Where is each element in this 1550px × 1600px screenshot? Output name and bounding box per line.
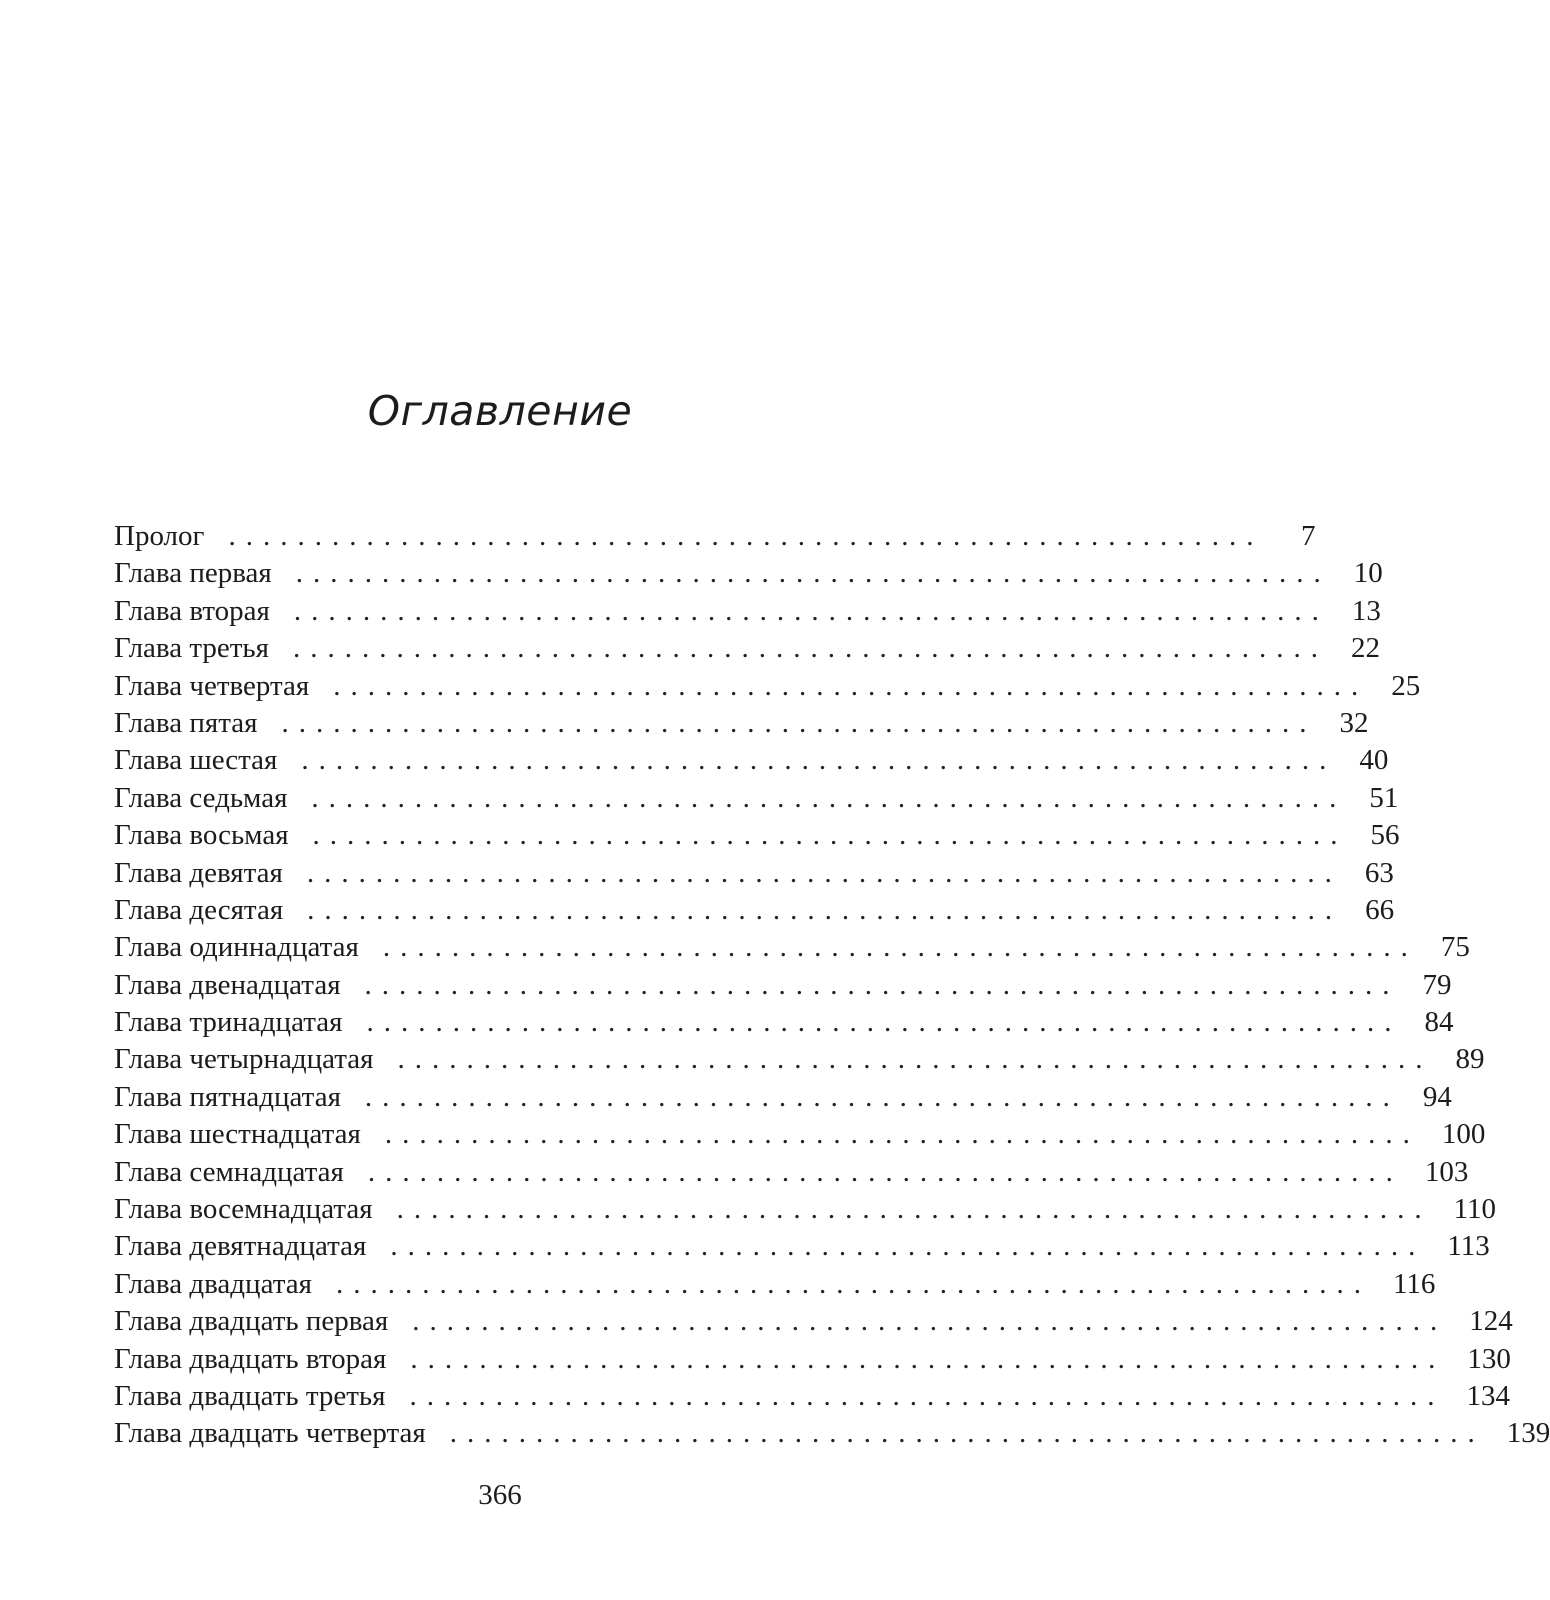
toc-entry <box>114 593 1381 630</box>
toc-entry-label: Пролог <box>114 520 205 552</box>
toc-entry-page: 25 <box>1391 669 1421 702</box>
toc-list <box>114 518 1550 1453</box>
toc-entry-page: 94 <box>1422 1080 1452 1113</box>
toc-entry <box>114 1378 1510 1415</box>
toc-entry <box>114 518 1316 555</box>
toc-dot-leader: ............................................................ <box>366 1006 1402 1039</box>
toc-entry-page: 84 <box>1424 1006 1454 1039</box>
toc-entry-label: Глава тринадцатая <box>114 1006 343 1039</box>
toc-entry-label: Глава вторая <box>114 594 270 627</box>
toc-entry <box>114 1341 1511 1378</box>
toc-entry-page: 100 <box>1441 1118 1486 1151</box>
toc-entry-label: Глава семнадцатая <box>114 1155 344 1188</box>
toc-entry-page: 22 <box>1351 632 1380 665</box>
toc-entry-label: Глава шестнадцатая <box>114 1118 361 1151</box>
toc-dot-leader: ............................................................ <box>384 1118 1420 1151</box>
toc-entry-page: 10 <box>1353 557 1383 590</box>
toc-entry-page: 13 <box>1351 594 1381 627</box>
toc-entry <box>114 630 1380 667</box>
toc-entry-page: 89 <box>1455 1043 1485 1076</box>
toc-dot-leader: ............................................................ <box>281 706 1317 739</box>
toc-entry-label: Глава двенадцатая <box>114 968 341 1001</box>
toc-entry-page: 113 <box>1447 1230 1490 1263</box>
toc-entry-label: Глава двадцатая <box>114 1267 312 1300</box>
toc-entry-page: 56 <box>1370 819 1400 852</box>
toc-entry-label: Глава пятнадцатая <box>114 1080 341 1113</box>
toc-entry-page: 40 <box>1359 744 1389 777</box>
toc-entry-label: Глава седьмая <box>114 781 288 814</box>
toc-entry <box>114 967 1452 1004</box>
toc-entry-page: 7 <box>1300 520 1316 552</box>
toc-entry <box>114 1041 1485 1078</box>
toc-entry-label: Глава шестая <box>114 744 278 777</box>
toc-entry-page: 116 <box>1392 1267 1436 1300</box>
toc-dot-leader: ............................................................ <box>390 1230 1426 1263</box>
toc-entry <box>114 892 1395 929</box>
toc-entry-label: Глава девятнадцатая <box>114 1230 367 1263</box>
toc-dot-leader: ............................................................ <box>364 968 1400 1001</box>
toc-dot-leader: ............................................................ <box>397 1043 1433 1076</box>
toc-dot-leader: ............................................................ <box>311 781 1347 814</box>
toc-entry <box>114 555 1383 592</box>
toc-entry-label: Глава двадцать первая <box>114 1305 389 1338</box>
toc-dot-leader: ............................................................ <box>335 1267 1371 1300</box>
toc-entry-label: Глава десятая <box>114 893 284 926</box>
toc-dot-leader: ............................................................ <box>364 1080 1400 1113</box>
toc-entry <box>114 742 1389 779</box>
toc-dot-leader: ............................................................ <box>412 1305 1448 1338</box>
toc-entry <box>114 1228 1490 1265</box>
toc-entry <box>114 1303 1513 1340</box>
toc-dot-leader: ............................................................ <box>307 893 1343 926</box>
toc-title: Оглавление <box>367 387 633 435</box>
toc-entry-label: Глава восьмая <box>114 819 289 852</box>
toc-entry <box>114 780 1399 817</box>
toc-entry <box>114 705 1369 742</box>
toc-entry-page: 66 <box>1365 893 1395 926</box>
toc-entry-page: 134 <box>1466 1379 1510 1412</box>
toc-entry-label: Глава пятая <box>114 706 258 739</box>
toc-dot-leader: ............................................................ <box>293 632 1328 665</box>
toc-dot-leader: ............................................................ <box>333 669 1369 702</box>
toc-dot-leader: ............................................................ <box>396 1193 1432 1226</box>
toc-entry <box>114 1079 1452 1116</box>
toc-entry-label: Глава восемнадцатая <box>114 1193 373 1226</box>
toc-entry <box>114 1004 1454 1041</box>
toc-entry-page: 130 <box>1467 1342 1511 1375</box>
toc-entry <box>114 1116 1486 1153</box>
toc-entry-label: Глава двадцать четвертая <box>114 1417 426 1450</box>
toc-entry-page: 139 <box>1506 1417 1550 1450</box>
toc-entry-page: 32 <box>1339 706 1369 739</box>
toc-entry <box>114 1191 1496 1228</box>
toc-entry-page: 79 <box>1422 968 1452 1001</box>
toc-dot-leader: ............................................................ <box>312 819 1348 852</box>
toc-entry-label: Глава первая <box>114 557 272 590</box>
toc-entry <box>114 668 1421 705</box>
toc-entry <box>114 929 1470 966</box>
toc-dot-leader: ............................................................ <box>367 1155 1403 1188</box>
toc-entry <box>114 817 1400 854</box>
toc-entry-page: 63 <box>1364 856 1394 889</box>
toc-entry-label: Глава четырнадцатая <box>114 1043 374 1076</box>
toc-entry-page: 124 <box>1469 1305 1513 1338</box>
toc-entry-page: 103 <box>1424 1155 1469 1188</box>
toc-entry <box>114 1266 1436 1303</box>
toc-dot-leader: ............................................................ <box>409 1379 1445 1412</box>
toc-dot-leader: ............................................................ <box>301 744 1337 777</box>
toc-entry <box>114 855 1394 892</box>
toc-entry-label: Глава третья <box>114 632 269 665</box>
toc-dot-leader: ............................................................ <box>410 1342 1446 1375</box>
toc-dot-leader: ............................................................ <box>228 520 1264 552</box>
toc-entry-page: 75 <box>1440 931 1470 964</box>
toc-entry-label: Глава девятая <box>114 856 283 889</box>
toc-entry-label: Глава двадцать вторая <box>114 1342 387 1375</box>
toc-dot-leader: ............................................................ <box>295 557 1331 590</box>
toc-entry <box>114 1154 1469 1191</box>
toc-dot-leader: ............................................................ <box>306 856 1342 889</box>
toc-entry-label: Глава четвертая <box>114 669 310 702</box>
toc-dot-leader: ............................................................ <box>382 931 1418 964</box>
toc-entry-page: 110 <box>1453 1193 1496 1226</box>
toc-entry-label: Глава одиннадцатая <box>114 931 359 964</box>
toc-dot-leader: ............................................................ <box>293 594 1329 627</box>
toc-entry-page: 51 <box>1369 781 1399 814</box>
toc-dot-leader: ............................................................ <box>449 1417 1485 1450</box>
page-number: 366 <box>478 1479 522 1511</box>
toc-entry-label: Глава двадцать третья <box>114 1379 386 1412</box>
toc-entry <box>114 1415 1550 1452</box>
